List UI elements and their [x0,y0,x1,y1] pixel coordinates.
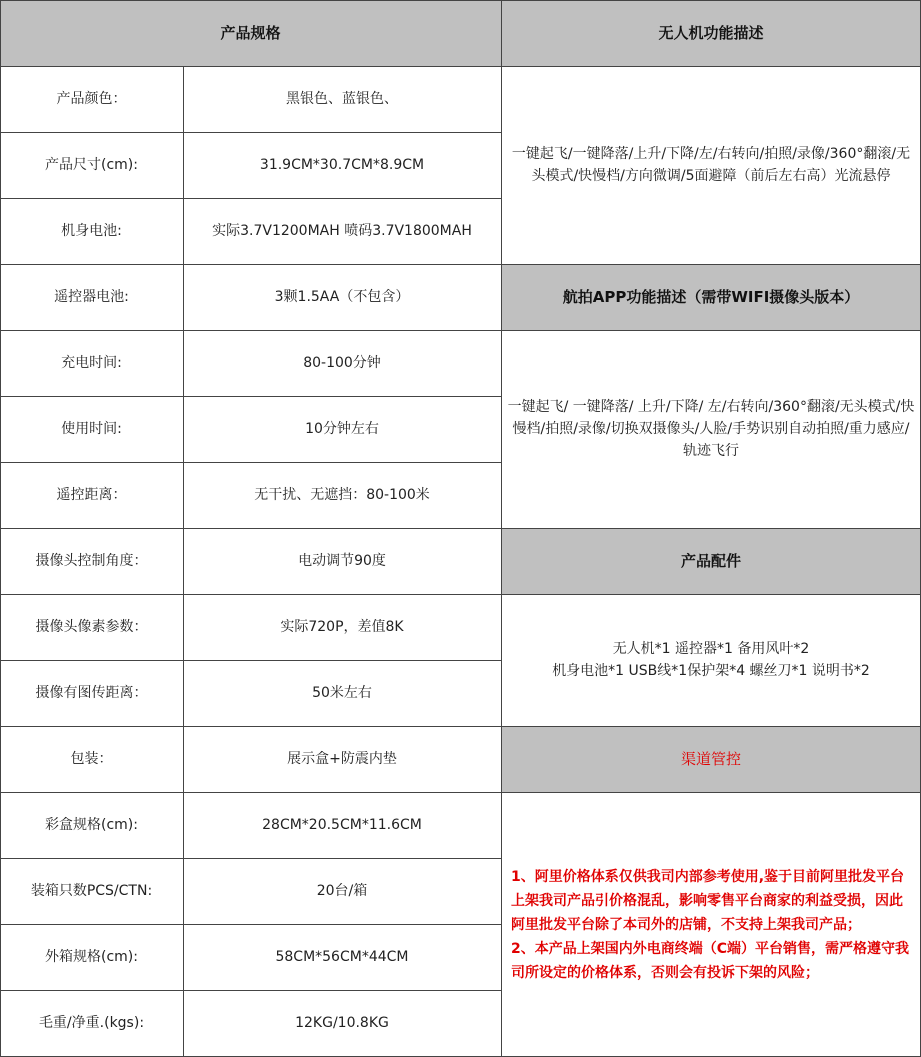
spec-value: 实际3.7V1200MAH 喷码3.7V1800MAH [212,223,472,239]
spec-label: 外箱规格(cm): [45,949,138,965]
grid-line [501,726,921,727]
app-features-text: 一键起飞/ 一键降落/ 上升/下降/ 左/右转向/360°翻滚/无头模式/快慢档/拍照/录像/切换双摄像头/人脸/手势识别自动拍照/重力感应/轨迹飞行 [507,399,915,459]
accessories-line-1: 无人机*1 遥控器*1 备用风叶*2 [612,641,810,657]
spec-value: 28CM*20.5CM*11.6CM [262,817,422,833]
grid-line [0,462,501,463]
spec-value: 12KG/10.8KG [295,1015,389,1031]
grid-line [0,0,921,1]
spec-label: 毛重/净重.(kgs): [38,1015,145,1031]
spec-value: 80-100分钟 [303,355,381,371]
spec-label: 摄像头像素参数： [35,619,148,635]
spec-label: 摄像有图传距离： [35,685,148,701]
spec-value: 黑银色、蓝银色、 [286,91,398,107]
grid-line [0,660,501,661]
grid-line [0,594,501,595]
accessories-line-2: 机身电池*1 USB线*1保护架*4 螺丝刀*1 说明书*2 [552,663,870,679]
spec-label: 产品尺寸(cm): [45,157,138,173]
spec-value: 无干扰、无遮挡：80-100米 [254,487,430,503]
grid-line [501,528,921,529]
grid-line [0,66,501,67]
grid-line [501,66,921,67]
grid-line [0,330,501,331]
grid-line [0,528,501,529]
spec-label: 包装： [70,751,113,767]
grid-line [501,330,921,331]
spec-label: 产品颜色： [56,91,127,107]
grid-line [0,396,501,397]
grid-line [0,858,501,859]
accessories-text [501,594,921,726]
grid-line [0,990,501,991]
grid-line [183,66,184,1057]
grid-line [501,792,921,793]
channel-text [501,792,921,1057]
spec-label: 彩盒规格(cm): [45,817,138,833]
grid-line [0,132,501,133]
spec-label: 遥控器电池: [54,289,129,305]
grid-line [0,198,501,199]
spec-label: 使用时间: [61,421,122,437]
accessories-header: 产品配件 [501,528,921,594]
spec-value: 50米左右 [312,685,372,701]
grid-line [0,726,501,727]
spec-label: 摄像头控制角度： [35,553,148,569]
spec-value: 展示盒+防震内垫 [287,751,397,767]
spec-value: 58CM*56CM*44CM [275,949,409,965]
spec-label: 充电时间: [61,355,122,371]
spec-value: 31.9CM*30.7CM*8.9CM [259,157,425,173]
grid-line [0,792,501,793]
grid-line [501,264,921,265]
drone-features-text: 一键起飞/一键降落/上升/下降/左/右转向/拍照/录像/360°翻滚/无头模式/快慢档/方向微调/5面避障（前后左右高）光流悬停 [511,146,911,184]
channel-paragraph-2: 2、本产品上架国内外电商终端（C端）平台销售，需严格遵守我司所设定的价格体系，否则会有投诉下架的风险； [511,940,910,981]
spec-value: 实际720P，差值8K [280,619,404,635]
spec-value: 10分钟左右 [305,421,379,437]
grid-line [0,924,501,925]
spec-value: 3颗1.5AA（不包含） [274,289,410,305]
spec-label: 装箱只数PCS/CTN: [30,883,153,899]
drone-features-header: 无人机功能描述 [501,0,921,66]
app-features-header: 航拍APP功能描述（需带WIFI摄像头版本） [501,264,921,330]
spec-label: 机身电池: [61,223,122,239]
grid-line [501,594,921,595]
grid-line [0,264,501,265]
channel-header: 渠道管控 [501,726,921,792]
spec-label: 遥控距离： [56,487,127,503]
channel-paragraph-1: 1、阿里价格体系仅供我司内部参考使用,鉴于目前阿里批发平台上架我司产品引价格混乱，影响零售平台商家的利益受损，因此阿里批发平台除了本司外的店铺，不支持上架我司产品； [511,868,905,933]
spec-value: 20台/箱 [316,883,368,899]
spec-header: 产品规格 [0,0,501,66]
spec-value: 电动调节90度 [298,553,386,569]
